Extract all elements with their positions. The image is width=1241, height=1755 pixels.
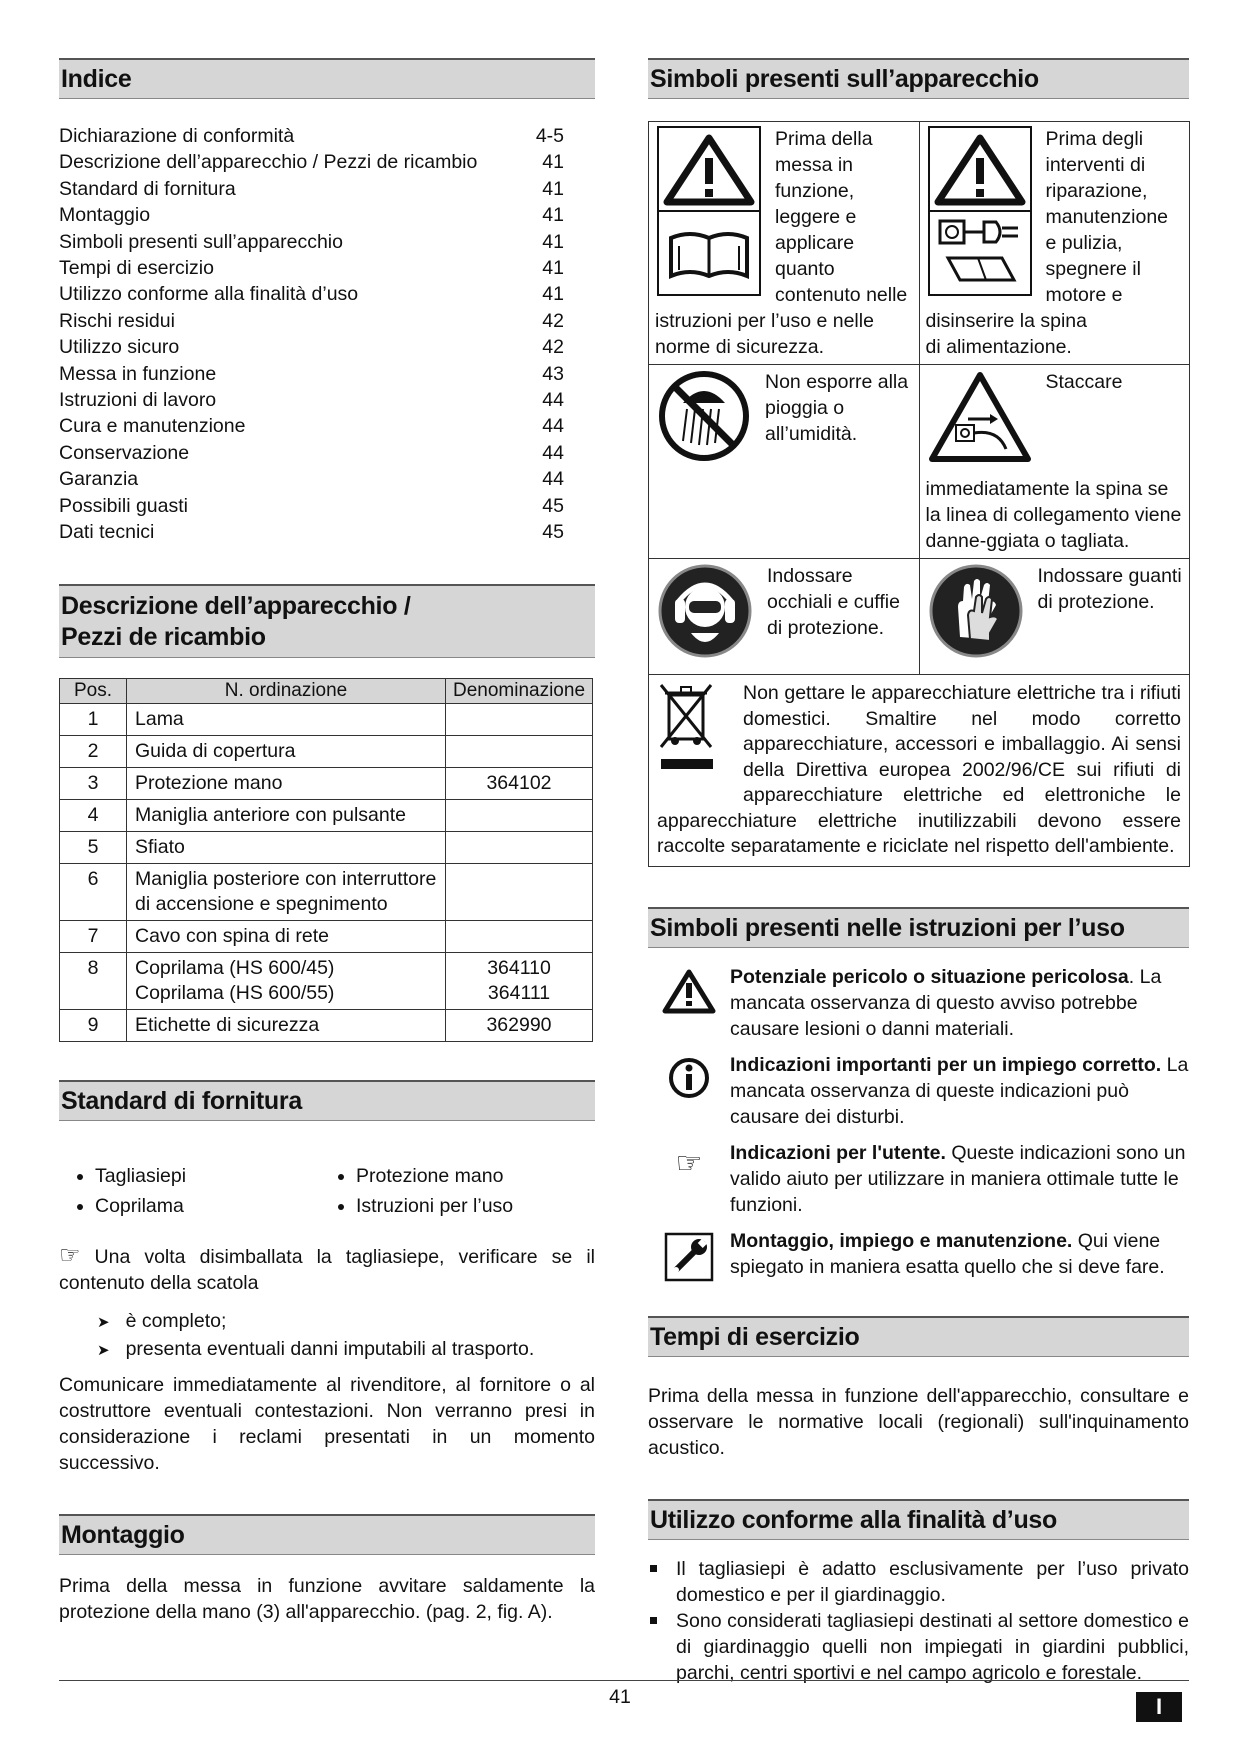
right-column <box>648 58 1189 1686</box>
toc-row[interactable]: Garanzia 44 <box>59 468 564 491</box>
toc-row[interactable]: Istruzioni di lavoro 44 <box>59 389 564 412</box>
wrench-icon <box>648 1228 730 1282</box>
table-row: 2 Guida di copertura <box>60 735 593 767</box>
table-row: 1 Lama <box>60 703 593 735</box>
manual-symbols-list <box>648 964 1189 1282</box>
toc-row[interactable]: Utilizzo sicuro 42 <box>59 336 564 359</box>
operating-times-heading: Tempi di esercizio <box>648 1316 1189 1357</box>
intended-use-list <box>648 1556 1189 1686</box>
list-item: ☞ Indicazioni per l'utente. Queste indicazioni sono un valido aiuto per utilizzare in maniera ottimale tutte le funzioni. <box>648 1140 1189 1218</box>
toc-row[interactable]: Descrizione dell’apparecchio / Pezzi de ricambio 41 <box>59 151 564 174</box>
supply-heading: Standard di fornitura <box>59 1080 595 1121</box>
manual-symbols-heading: Simboli presenti nelle istruzioni per l’uso <box>648 907 1189 948</box>
toc-row[interactable]: Possibili guasti 45 <box>59 494 564 517</box>
symbol-cell: Prima degli interventi di riparazione, manutenzione e pulizia, spegnere il motore e disinserire la spina di alimentazione. <box>919 122 1190 365</box>
left-column <box>59 58 595 1625</box>
toc-row[interactable]: Tempi di esercizio 41 <box>59 257 564 280</box>
list-item: • Tagliasiepi <box>95 1161 320 1191</box>
symbol-cell: Prima della messa in funzione, leggere e applicare quanto contenuto nelle istruzioni per l’uso e nelle norme di sicurezza. <box>649 122 920 365</box>
symbol-cell: Non esporre alla pioggia o all’umidità. <box>649 365 920 559</box>
weee-notice: Non gettare le apparecchiature elettriche tra i rifiuti domestici. Smaltire nel modo corretto apparecchiature, accessori e imballaggio. Ai sensi della Direttiva europea 2002/96/CE sui rifiuti di apparecchiature elettriche ed elettroniche le apparecchiature elettriche inutilizzabili devono essere raccolte separatamente e riciclate nel rispetto dell'ambiente. <box>648 675 1190 867</box>
language-badge: I <box>1136 1692 1182 1722</box>
warning-triangle-icon <box>648 964 730 1042</box>
info-icon <box>648 1052 730 1130</box>
toc-row[interactable]: Utilizzo conforme alla finalità d’uso 41 <box>59 283 564 306</box>
pointing-hand-icon: ☞ <box>59 1241 81 1269</box>
table-row: 4 Maniglia anteriore con pulsante <box>60 799 593 831</box>
list-item: Montaggio, impiego e manutenzione. Qui viene spiegato in maniera esatta quello che si deve fare. <box>648 1228 1189 1282</box>
pointing-hand-icon: ☞ <box>675 1146 703 1180</box>
toc-row[interactable]: Rischi residui 42 <box>59 309 564 332</box>
list-item: Potenziale pericolo o situazione pericolosa. La mancata osservanza di questo avviso potrebbe causare lesioni o danni materiali. <box>648 964 1189 1042</box>
crossed-out-bin-icon <box>659 681 715 785</box>
unplug-before-maintenance-icon <box>928 126 1032 303</box>
supply-list <box>59 1161 595 1221</box>
table-row: 6 Maniglia posteriore con interruttore di accensione e spegnimento <box>60 863 593 920</box>
toc-row[interactable]: Simboli presenti sull’apparecchio 41 <box>59 230 564 253</box>
operating-times-text: Prima della messa in funzione dell'apparecchio, consultare e osservare le normative locali (regionali) sull'inquinamento acustico. <box>648 1384 1189 1459</box>
device-symbols-table <box>648 121 1190 675</box>
complaint-text: Comunicare immediatamente al rivenditore, al fornitore o al costruttore eventuali contestazioni. Non verranno presi in considerazione i reclami presentati in un momento successivo. <box>59 1373 595 1474</box>
damaged-cable-warning-icon <box>928 369 1032 472</box>
check-list <box>59 1308 595 1364</box>
list-item: • Coprilama <box>95 1191 320 1221</box>
assembly-text: Prima della messa in funzione avvitare saldamente la protezione della mano (3) all'apparecchio. (pag. 2, fig. A). <box>59 1574 595 1623</box>
eye-ear-protection-icon <box>657 563 753 666</box>
unpack-note: ☞ Una volta disimballata la tagliasiepe, verificare se il contenuto della scatola <box>59 1241 595 1294</box>
assembly-heading: Montaggio <box>59 1514 595 1555</box>
list-item: • Protezione mano <box>356 1161 586 1191</box>
index-heading: Indice <box>59 58 595 99</box>
parts-table <box>59 678 593 1042</box>
table-row: 3 Protezione mano 364102 <box>60 767 593 799</box>
list-item: • Istruzioni per l’uso <box>356 1191 586 1221</box>
page-number: 41 <box>609 1686 631 1708</box>
device-symbols-heading: Simboli presenti sull’apparecchio <box>648 58 1189 99</box>
table-row: 7 Cavo con spina di rete <box>60 920 593 952</box>
toc-row[interactable]: Conservazione 44 <box>59 441 564 464</box>
toc-row[interactable]: Montaggio 41 <box>59 204 564 227</box>
symbol-cell: Staccare immediatamente la spina se la linea di collegamento viene danne-ggiata o tagliata. <box>919 365 1190 559</box>
table-of-contents <box>59 123 595 546</box>
toc-row[interactable]: Messa in funzione 43 <box>59 362 564 385</box>
symbol-cell: Indossare guanti di protezione. <box>919 559 1190 675</box>
toc-row[interactable]: Standard di fornitura 41 <box>59 177 564 200</box>
toc-row[interactable]: Dichiarazione di conformità 4-5 <box>59 125 564 147</box>
intended-use-heading: Utilizzo conforme alla finalità d’uso <box>648 1499 1189 1540</box>
symbol-cell: Indossare occhiali e cuffie di protezione. <box>649 559 920 675</box>
table-row: 5 Sfiato <box>60 831 593 863</box>
read-manual-icon <box>657 126 761 303</box>
footer-divider <box>59 1680 1189 1681</box>
protective-gloves-icon <box>928 563 1024 666</box>
list-item: Sono considerati tagliasiepi destinati al settore domestico e di giardinaggio quelli non impiegati in giardini pubblici, parchi, centri sportivi e nel campo agricolo e forestale. <box>676 1609 1189 1684</box>
toc-row[interactable]: Dati tecnici 45 <box>59 521 564 544</box>
list-item: ➤ è completo; <box>97 1308 595 1336</box>
description-heading: Descrizione dell’apparecchio / Pezzi de ricambio <box>59 584 595 658</box>
list-item: ➤ presenta eventuali danni imputabili al trasporto. <box>97 1336 595 1364</box>
no-rain-icon <box>657 369 751 470</box>
parts-table-header: Pos. N. ordinazione Denominazione <box>60 678 593 703</box>
toc-row[interactable]: Cura e manutenzione 44 <box>59 415 564 438</box>
table-row: 9 Etichette di sicurezza 362990 <box>60 1009 593 1041</box>
table-row: 8 Coprilama (HS 600/45) Coprilama (HS 600/55) 364110 364111 <box>60 952 593 1009</box>
list-item: Indicazioni importanti per un impiego corretto. La mancata osservanza di queste indicazioni può causare dei disturbi. <box>648 1052 1189 1130</box>
list-item: Il tagliasiepi è adatto esclusivamente per l’uso privato domestico e per il giardinaggio. <box>676 1557 1189 1606</box>
